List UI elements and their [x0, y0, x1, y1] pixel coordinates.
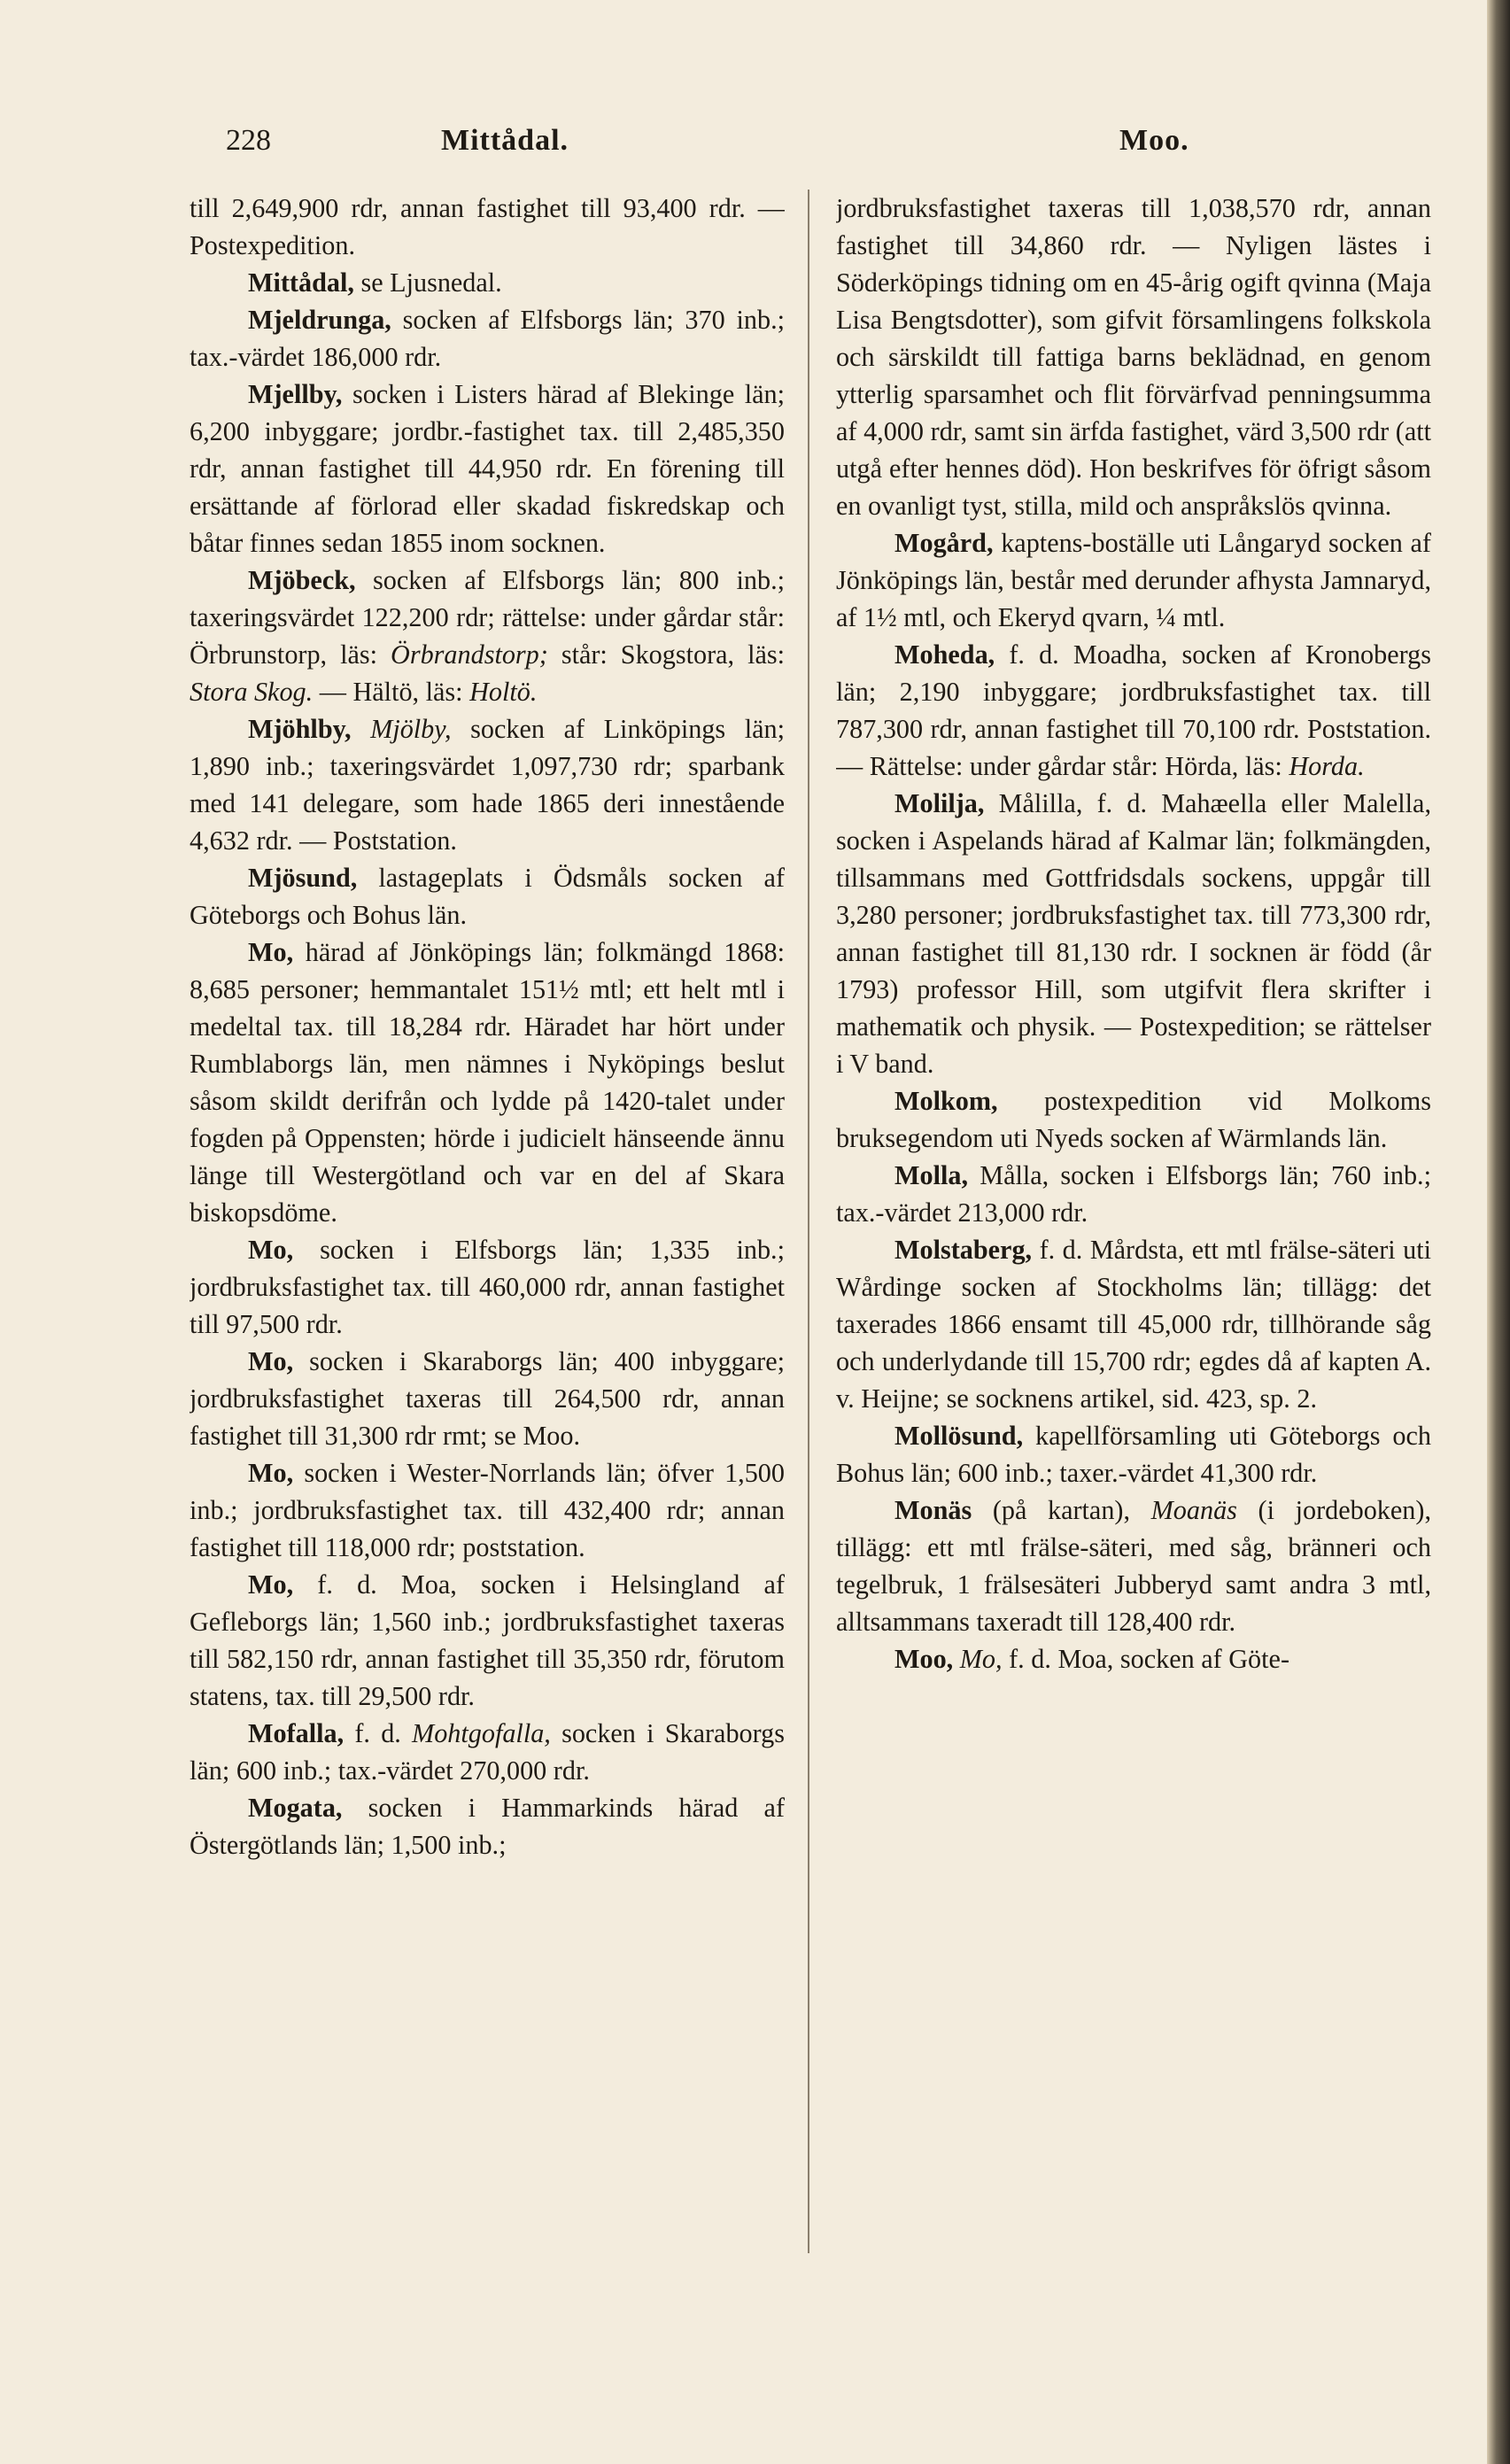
entry-italic: Holtö. [469, 677, 538, 707]
entry-text: f. d. [344, 1718, 413, 1748]
entry-text: socken i Skaraborgs län; 600 inb.; tax.-värdet 270,000 rdr. [190, 1718, 785, 1786]
entry-text: f. d. Mårdsta, ett mtl frälse-säteri uti Wårdinge socken af Stockholms län; tillägg: det taxerades 1866 ensamt till 45,000 rdr, tillhörande såg och underlydande till 15,700 rdr; egdes då af kapten A. v. Heijne; se socknens artikel, sid. 423, sp. 2. [836, 1235, 1431, 1414]
page-edge-shadow [1487, 0, 1510, 2464]
entry-text: Målla, socken i Elfsborgs län; 760 inb.; tax.-värdet 213,000 rdr. [836, 1160, 1431, 1228]
dictionary-entry [836, 524, 1431, 636]
entry-text: Målilla, f. d. Mahæella eller Malella, socken i Aspelands härad af Kalmar län; folkmängden, tillsammans med Gottfridsdals sockens, uppgår till 3,280 personer; jordbruksfastighet tax. till 773,300 rdr, annan fastighet till 81,130 rdr. I socknen är född (år 1793) professor Hill, som utgifvit flera skrifter i mathematik och physik. — Postexpedition; se rättelser i V band. [836, 788, 1431, 1079]
entry-italic: Örbrandstorp; [391, 639, 548, 670]
entry-headword: Mjellby, [248, 379, 343, 409]
entry-italic: Moanäs [1150, 1495, 1237, 1525]
dictionary-entry [836, 636, 1431, 785]
entry-text: se Ljusnedal. [353, 267, 502, 298]
entry-text: (på kartan), [972, 1495, 1151, 1525]
entry-italic: Horda. [1289, 751, 1365, 781]
entry-text: socken i Hammarkinds härad af Östergötlands län; 1,500 inb.; [190, 1793, 785, 1860]
entry-text: jordbruksfastighet taxeras till 1,038,570 rdr, annan fastighet till 34,860 rdr. — Nyligen lästes i Söderköpings tidning om en 45-årig ogift qvinna (Maja Lisa Bengtsdotter), som gifvit församlingens folkskola och särskildt till fattiga barns beklädnad, en genom ytterlig sparsamhet och flit förvärfvad penningsumma af 4,000 rdr, samt sin ärfda fastighet, värd 3,500 rdr (att utgå efter hennes död). Hon beskrifves för öfrigt såsom en ovanligt tyst, stilla, mild och anspråkslös qvinna. [836, 193, 1431, 521]
entry-text: — Hältö, läs: [313, 677, 470, 707]
entry-alt-name: Mjölby, [370, 714, 452, 744]
dictionary-entry [190, 1343, 785, 1454]
dictionary-entry [190, 934, 785, 1231]
entry-text: socken i Wester-Norrlands län; öfver 1,500 inb.; jordbruksfastighet tax. till 432,400 rdr; annan fastighet till 118,000 rdr; poststation. [190, 1458, 785, 1562]
dictionary-entry [836, 1082, 1431, 1157]
entry-text: socken i Listers härad af Blekinge län; 6,200 inbyggare; jordbr.-fastighet tax. till 2,485,350 rdr, annan fastighet till 44,950 rdr. En förening till ersättande af förlorad eller skadad fiskredskap och båtar finnes sedan 1855 inom socknen. [190, 379, 785, 558]
entry-text: socken af Elfsborgs län; 370 inb.; tax.-värdet 186,000 rdr. [190, 305, 785, 372]
entry-text: f. d. Moadha, socken af Kronobergs län; 2,190 inbyggare; jordbruksfastighet tax. till 787,300 rdr, annan fastighet till 70,100 rdr. Poststation. — Rättelse: under gårdar står: Hörda, läs: [836, 639, 1431, 781]
entry-headword: Mogård, [894, 528, 994, 558]
entry-headword: Moheda, [894, 639, 995, 670]
entry-headword: Molilja, [894, 788, 985, 818]
dictionary-entry [190, 562, 785, 710]
right-column [836, 190, 1431, 2289]
entry-text: socken i Skaraborgs län; 400 inbyggare; jordbruksfastighet taxeras till 264,500 rdr, annan fastighet till 31,300 rdr rmt; se Moo. [190, 1346, 785, 1451]
entry-text: f. d. Moa, socken af Göte- [1002, 1644, 1289, 1674]
entry-headword: Mo, [248, 1458, 294, 1488]
entry-headword: Mo, [248, 1569, 294, 1600]
entry-headword: Moo, [894, 1644, 954, 1674]
entry-alt-name: Mo, [959, 1644, 1003, 1674]
column-divider [808, 190, 809, 2253]
entry-headword: Mo, [248, 937, 294, 967]
entry-headword: Mo, [248, 1346, 294, 1376]
entry-text: socken af Linköpings län; 1,890 inb.; taxeringsvärdet 1,097,730 rdr; sparbank med 141 delegare, som hade 1865 deri innestående 4,632 rdr. — Poststation. [190, 714, 785, 856]
entry-headword: Mjöhlby, [248, 714, 352, 744]
dictionary-entry [836, 1157, 1431, 1231]
dictionary-entry [836, 1231, 1431, 1417]
entry-text: till 2,649,900 rdr, annan fastighet till 93,400 rdr. — Postexpedition. [190, 193, 785, 260]
dictionary-entry [190, 1454, 785, 1566]
dictionary-entry [836, 785, 1431, 1082]
dictionary-entry [190, 190, 785, 264]
entry-text: kapellförsamling uti Göteborgs och Bohus län; 600 inb.; taxer.-värdet 41,300 rdr. [836, 1421, 1431, 1488]
dictionary-entry [190, 376, 785, 562]
entry-headword: Mjöbeck, [248, 565, 356, 595]
entry-headword: Molkom, [894, 1086, 998, 1116]
dictionary-entry [190, 264, 785, 301]
dictionary-entry [190, 859, 785, 934]
entry-headword: Molla, [894, 1160, 969, 1190]
entry-text: kaptens-boställe uti Långaryd socken af Jönköpings län, består med derunder afhysta Jamnaryd, af 1½ mtl, och Ekeryd qvarn, ¼ mtl. [836, 528, 1431, 632]
dictionary-entry [190, 1715, 785, 1789]
dictionary-entry [190, 710, 785, 859]
dictionary-entry [190, 301, 785, 376]
entry-text: postexpedition vid Molkoms bruksegendom uti Nyeds socken af Wärmlands län. [836, 1086, 1431, 1153]
entry-text: socken i Elfsborgs län; 1,335 inb.; jordbruksfastighet tax. till 460,000 rdr, annan fastighet till 97,500 rdr. [190, 1235, 785, 1339]
left-running-head: Mittådal. [441, 124, 569, 157]
entry-headword: Mo, [248, 1235, 294, 1265]
entry-headword: Monäs [894, 1495, 972, 1525]
dictionary-entry [836, 1417, 1431, 1492]
entry-text: f. d. Moa, socken i Helsingland af Gefleborgs län; 1,560 inb.; jordbruksfastighet taxeras till 582,150 rdr, annan fastighet till 35,350 rdr, förutom statens, tax. till 29,500 rdr. [190, 1569, 785, 1711]
entry-text: härad af Jönköpings län; folkmängd 1868: 8,685 personer; hemmantalet 151½ mtl; ett helt mtl i medeltal tax. till 18,284 rdr. Häradet har hört under Rumblaborgs län, men nämnes i Nyköpings beslut såsom skildt derifrån och lydde på 1420-talet under fogden på Oppensten; hörde i judicielt hänseende ännu länge till Westergötland och var en del af Skara biskopsdöme. [190, 937, 785, 1228]
dictionary-entry [190, 1566, 785, 1715]
entry-italic: Mohtgofalla, [412, 1718, 551, 1748]
dictionary-entry [836, 190, 1431, 524]
dictionary-entry [190, 1231, 785, 1343]
entry-headword: Mjeldrunga, [248, 305, 391, 335]
entry-headword: Mittådal, [248, 267, 354, 298]
page-number: 228 [226, 124, 271, 157]
dictionary-entry [190, 1789, 785, 1863]
entry-headword: Molstaberg, [894, 1235, 1033, 1265]
dictionary-entry [836, 1640, 1431, 1678]
page-header [0, 124, 1510, 177]
entry-headword: Mjösund, [248, 863, 358, 893]
entry-headword: Mofalla, [248, 1718, 345, 1748]
entry-text: står: Skogstora, läs: [547, 639, 785, 670]
entry-headword: Mogata, [248, 1793, 343, 1823]
left-column [190, 190, 785, 2289]
entry-text: socken af Elfsborgs län; 800 inb.; taxeringsvärdet 122,200 rdr; rättelse: under gårdar står: Örbrunstorp, läs: [190, 565, 785, 670]
entry-headword: Mollösund, [894, 1421, 1024, 1451]
entry-text: lastageplats i Ödsmåls socken af Göteborgs och Bohus län. [190, 863, 785, 930]
entry-italic: Stora Skog. [190, 677, 314, 707]
right-running-head: Moo. [1119, 124, 1189, 157]
entry-text: (i jordeboken), tillägg: ett mtl frälse-säteri, med såg, bränneri och tegelbruk, 1 frälsesäteri Jubberyd samt andra 3 mtl, alltsammans taxeradt till 128,400 rdr. [836, 1495, 1431, 1637]
dictionary-entry [836, 1492, 1431, 1640]
